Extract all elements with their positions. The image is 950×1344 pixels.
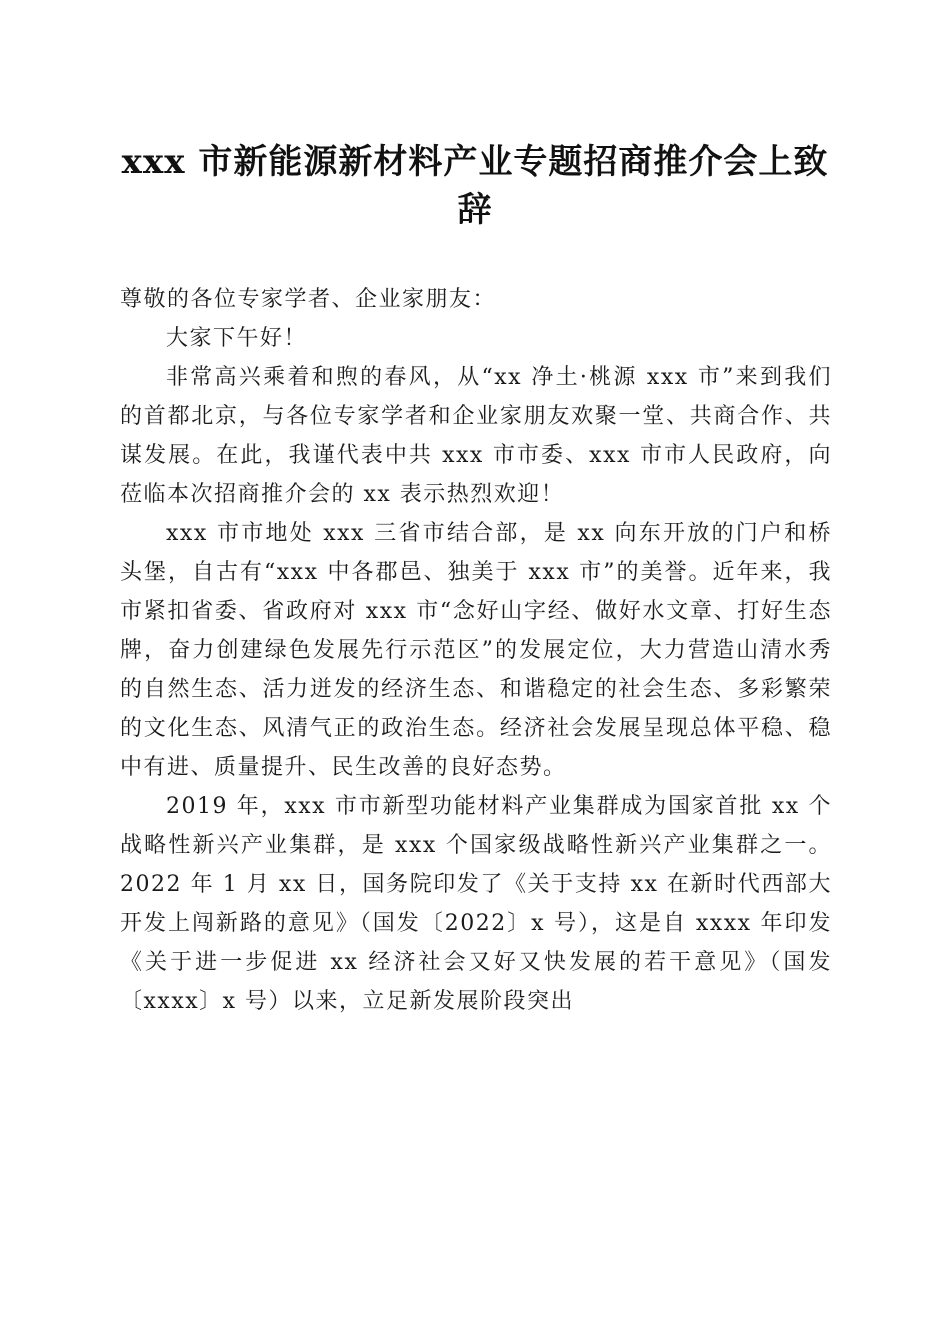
document-title xyxy=(110,138,840,234)
paragraph-1: 非常高兴乘着和煦的春风，从“xx 净土·桃源 xxx 市”来到我们的首都北京，与各位专家学者和企业家朋友欢聚一堂、共商合作、共谋发展。在此，我谨代表中共 xxx 市市委、xxx 市市人民政府，向莅临本次招商推介会的 xx 表示热烈欢迎！ xyxy=(120,365,832,507)
paragraph-2: xxx 市市地处 xxx 三省市结合部，是 xx 向东开放的门户和桥头堡，自古有“xxx 中各郡邑、独美于 xxx 市”的美誉。近年来，我市紧扣省委、省政府对 xxx 市“念好山字经、做好水文章、打好生态牌，奋力创建绿色发展先行示范区”的发展定位，大力营造山清水秀的自然生态、活力迸发的经济生态、和谐稳定的社会生态、多彩繁荣的文化生态、风清气正的政治生态。经济社会发展呈现总体平稳、稳中有进、质量提升、民生改善的良好态势。 xyxy=(120,521,832,780)
paragraph-3: 2019 年，xxx 市市新型功能材料产业集群成为国家首批 xx 个战略性新兴产业集群，是 xxx 个国家级战略性新兴产业集群之一。2022 年 1 月 xx 日，国务院印发了《关于支持 xx 在新时代西部大开发上闯新路的意见》（国发〔2022〕x 号），这是自 xxxx 年印发《关于进一步促进 xx 经济社会又好又快发展的若干意见》（国发〔xxxx〕x 号）以来，立足新发展阶段突出 xyxy=(120,794,832,1014)
salutation: 尊敬的各位专家学者、企业家朋友： xyxy=(120,287,497,312)
title-line-1: xxx 市新能源新材料产业专题招商推介会上致 xyxy=(121,142,829,182)
document-body xyxy=(120,280,832,1021)
title-line-2: 辞 xyxy=(457,190,493,230)
greeting: 大家下午好！ xyxy=(166,326,308,351)
